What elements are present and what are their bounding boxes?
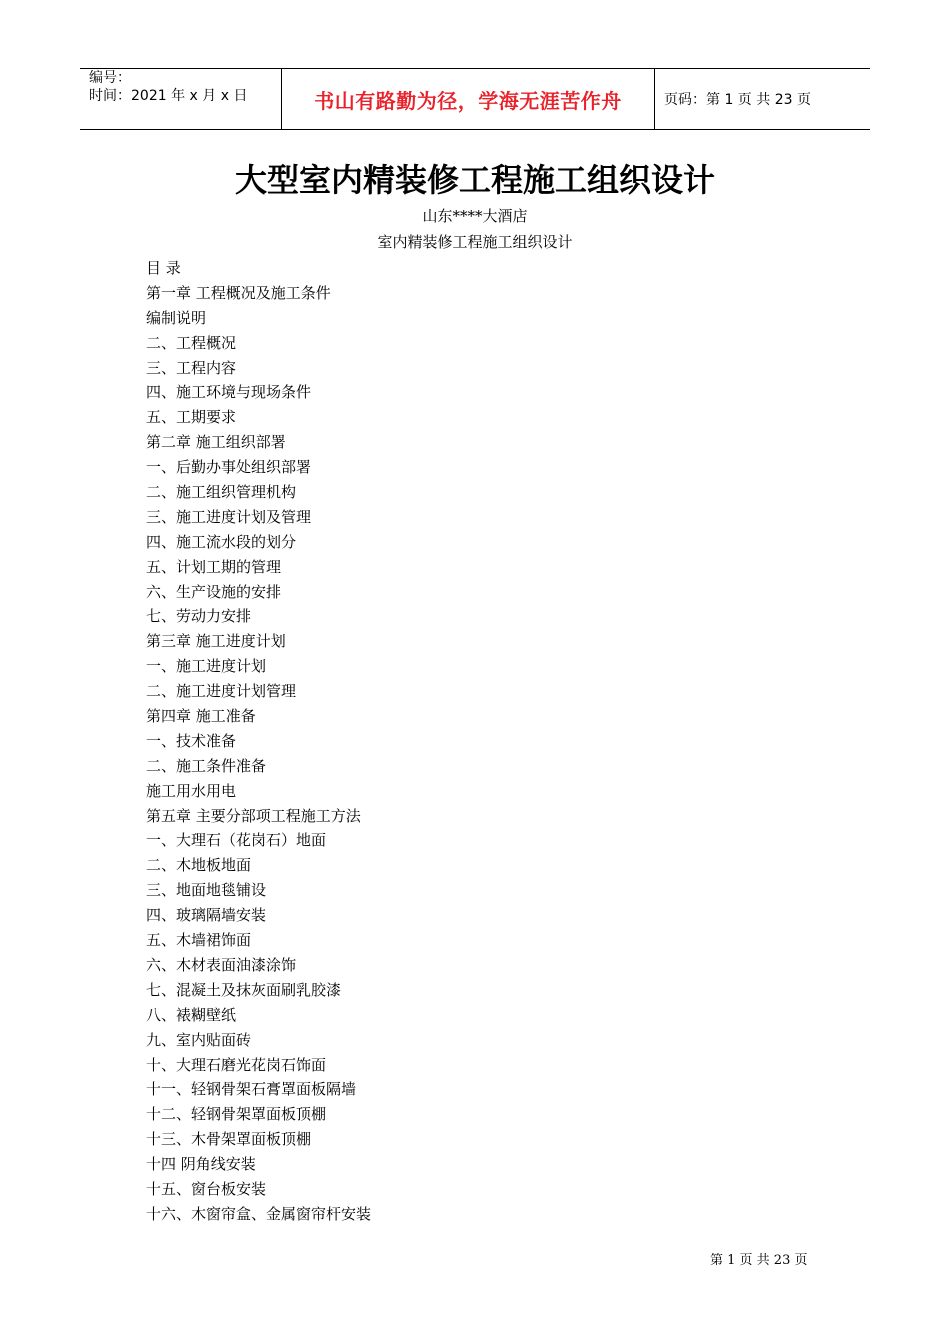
header-page-cell [655,69,870,129]
page-footer: 第 1 页 共 23 页 [710,1253,808,1268]
toc-item: 十、大理石磨光花岗石饰面 [146,1055,327,1074]
toc-item: 第一章 工程概况及施工条件 [146,283,331,302]
document-number-label: 编号： [89,70,131,86]
toc-item: 第三章 施工进度计划 [146,632,286,651]
toc-item: 二、工程概况 [146,333,237,352]
toc-item: 三、地面地毯铺设 [146,881,267,900]
toc-item: 十四 阴角线安装 [146,1155,256,1174]
toc-item: 五、计划工期的管理 [146,557,282,576]
toc-item: 五、工期要求 [146,408,237,427]
header-page-info: 页码：第 1 页 共 23 页 [664,92,811,108]
page-header [80,68,870,130]
toc-item: 十六、木窗帘盒、金属窗帘杆安装 [146,1204,372,1223]
toc-item: 第二章 施工组织部署 [146,433,286,452]
toc-item: 一、施工进度计划 [146,657,267,676]
toc-item: 十一、轻钢骨架石膏罩面板隔墙 [146,1080,357,1099]
document-subtitle-design: 室内精装修工程施工组织设计 [377,233,573,251]
toc-item: 十三、木骨架罩面板顶棚 [146,1130,312,1149]
toc-item: 七、混凝土及抹灰面刷乳胶漆 [146,980,342,999]
toc-item: 二、木地板地面 [146,856,252,875]
toc-item: 四、施工流水段的划分 [146,532,297,551]
document-title: 大型室内精装修工程施工组织设计 [234,161,715,199]
toc-item: 施工用水用电 [146,781,237,800]
toc-item: 五、木墙裙饰面 [146,931,252,950]
toc-item: 一、技术准备 [146,731,237,750]
toc-item: 十二、轻钢骨架罩面板顶棚 [146,1105,327,1124]
toc-item: 七、劳动力安排 [146,607,252,626]
header-meta-cell [80,69,280,129]
toc-item: 三、工程内容 [146,358,237,377]
toc-heading: 目 录 [146,259,181,277]
toc-item: 二、施工组织管理机构 [146,483,297,502]
toc-item: 第五章 主要分部项工程施工方法 [146,806,361,825]
motto-text: 书山有路勤为径，学海无涯苦作舟 [314,88,622,113]
toc-item: 八、裱糊壁纸 [146,1005,237,1024]
header-motto-cell [281,69,655,129]
toc-item: 四、施工环境与现场条件 [146,383,312,402]
toc-item: 九、室内贴面砖 [146,1030,252,1049]
toc-item: 第四章 施工准备 [146,707,256,726]
document-time-label: 时间：2021 年 x 月 x 日 [89,88,248,104]
toc-item: 一、后勤办事处组织部署 [146,458,312,477]
document-subtitle-hotel: 山东****大酒店 [422,207,528,225]
toc-item: 二、施工进度计划管理 [146,682,297,701]
toc-item: 编制说明 [146,308,207,327]
toc-item: 六、生产设施的安排 [146,582,282,601]
toc-item: 十五、窗台板安装 [146,1179,267,1198]
toc-item: 六、木材表面油漆涂饰 [146,955,297,974]
table-of-contents [146,256,371,1227]
toc-item: 二、施工条件准备 [146,756,267,775]
toc-item: 一、大理石（花岗石）地面 [146,831,327,850]
toc-item: 三、施工进度计划及管理 [146,507,312,526]
toc-item: 四、玻璃隔墙安装 [146,906,267,925]
